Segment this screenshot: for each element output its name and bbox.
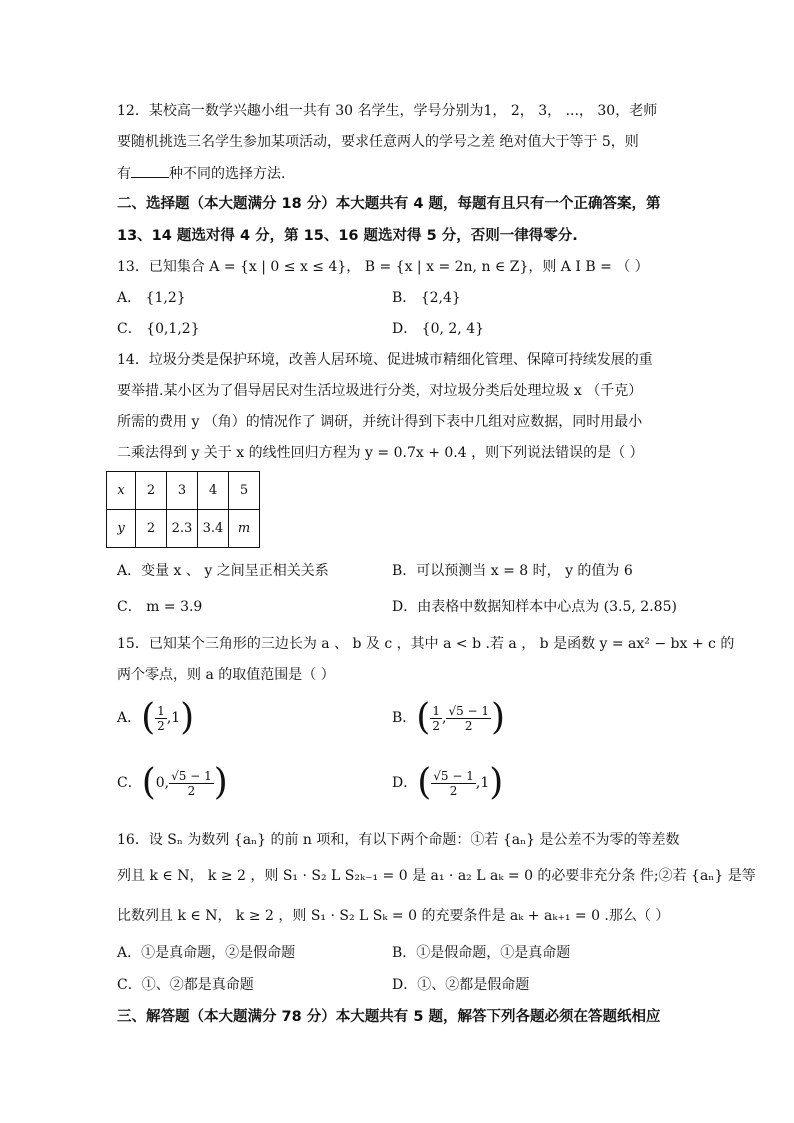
q12-line1: 12．某校高一数学兴趣小组一共有 30 名学生，学号分别为1， 2， 3， ...， 30，老师: [117, 103, 658, 119]
table-cell: 4: [198, 472, 229, 510]
q15-option-a: A．( $\frac{1}{2}$ ,1): [117, 697, 195, 738]
table-row: [107, 510, 260, 548]
table-cell: 2: [136, 510, 167, 548]
q16-option-a: A．①是真命题，②是假命题: [117, 945, 296, 961]
q14-line3: 所需的费用 y （角）的情况作了 调研，并统计得到下表中几组对应数据，同时用最小: [117, 414, 643, 430]
q15-option-d: D．( $\frac{√5 - 1}{2}$ ,1): [392, 762, 504, 803]
q14-option-a: A．变量 x 、 y 之间呈正相关关系: [117, 563, 329, 579]
table-cell: m: [229, 510, 260, 548]
answer-blank: [131, 163, 169, 178]
q12-line3-pre: 有: [117, 166, 131, 182]
q14-line2: 要举措.某小区为了倡导居民对生活垃圾进行分类，对垃圾分类后处理垃圾 x （千克）: [117, 383, 643, 399]
q14-option-b: B．可以预测当 x = 8 时， y 的值为 6: [392, 563, 633, 579]
section2-line2: 13、14 题选对得 4 分，第 15、16 题选对得 5 分，否则一律得零分.: [117, 228, 578, 244]
fraction: $\frac{√5 - 1}{2}$: [171, 768, 212, 798]
table-cell: 3: [167, 472, 198, 510]
q15-option-b: B．( $\frac{1}{2}$ , $\frac{√5 - 1}{2}$ ): [392, 697, 506, 738]
q13-option-a: A． {1,2}: [117, 290, 186, 306]
section2-line1: 二、选择题（本大题满分 18 分）本大题共有 4 题，每题有且只有一个正确答案，第: [117, 196, 661, 212]
q16-option-b: B．①是假命题，①是真命题: [392, 945, 571, 961]
q16-option-d: D．①、②都是假命题: [392, 977, 530, 993]
table-cell: 2: [136, 472, 167, 510]
q14-data-table: [106, 471, 260, 548]
fraction: $\frac{1}{2}$: [157, 703, 165, 733]
q13-option-b: B． {2,4}: [392, 290, 461, 306]
q15-line2: 两个零点，则 a 的取值范围是（ ）: [117, 667, 335, 683]
table-cell: x: [107, 472, 136, 510]
fraction: $\frac{√5 - 1}{2}$: [448, 703, 490, 733]
section3-line1: 三、解答题（本大题满分 78 分）本大题共有 5 题，解答下列各题必须在答题纸相应: [117, 1009, 661, 1025]
fraction: $\frac{1}{2}$: [432, 703, 440, 733]
q14-line4: 二乘法得到 y 关于 x 的线性回归方程为 y = 0.7x + 0.4 ，则下列说法错误的是（ ）: [117, 445, 644, 461]
q14-option-d: D．由表格中数据知样本中心点为 (3.5, 2.85): [392, 599, 677, 615]
q13-option-c: C． {0,1,2}: [117, 321, 200, 337]
q12-line2: 要随机挑选三名学生参加某项活动，要求任意两人的学号之差 绝对值大于等于 5，则: [117, 134, 639, 150]
q12-line3-post: 种不同的选择方法.: [169, 166, 286, 182]
fraction: $\frac{√5 - 1}{2}$: [433, 768, 474, 798]
table-cell: 3.4: [198, 510, 229, 548]
q16-line2: 列且 k ∈ N， k ≥ 2 ，则 S₁ · S₂ L S₂ₖ₋₁ = 0 是 a₁ · a₂ L aₖ = 0 的必要非充分条 件;②若 {aₙ} 是等: [117, 868, 756, 884]
q16-line1: 16．设 Sₙ 为数列 {aₙ} 的前 n 项和，有以下两个命题：①若 {aₙ} 是公差不为零的等差数: [117, 832, 680, 848]
q13-stem: 13．已知集合 A = {x | 0 ≤ x ≤ 4}， B = {x | x = 2n, n ∈ Z}，则 A I B = （ ）: [117, 259, 649, 275]
table-cell: 5: [229, 472, 260, 510]
q13-option-d: D． {0, 2, 4}: [392, 321, 485, 337]
table-cell: y: [107, 510, 136, 548]
table-cell: 2.3: [167, 510, 198, 548]
q12-line3: [117, 163, 285, 184]
q15-line1: 15．已知某个三角形的三边长为 a 、 b 及 c ，其中 a < b .若 a ， b 是函数 y = ax² − bx + c 的: [117, 636, 735, 652]
table-row: [107, 472, 260, 510]
q16-line3: 比数列且 k ∈ N， k ≥ 2 ，则 S₁ · S₂ L Sₖ = 0 的充要条件是 aₖ + aₖ₊₁ = 0 .那么（ ）: [117, 908, 670, 924]
q14-line1: 14．垃圾分类是保护环境，改善人居环境、促进城市精细化管理、保障可持续发展的重: [117, 352, 653, 368]
q16-option-c: C．①、②都是真命题: [117, 977, 254, 993]
q15-option-c: C．(0, $\frac{√5 - 1}{2}$ ): [117, 762, 228, 803]
q14-option-c: C． m = 3.9: [117, 599, 203, 615]
